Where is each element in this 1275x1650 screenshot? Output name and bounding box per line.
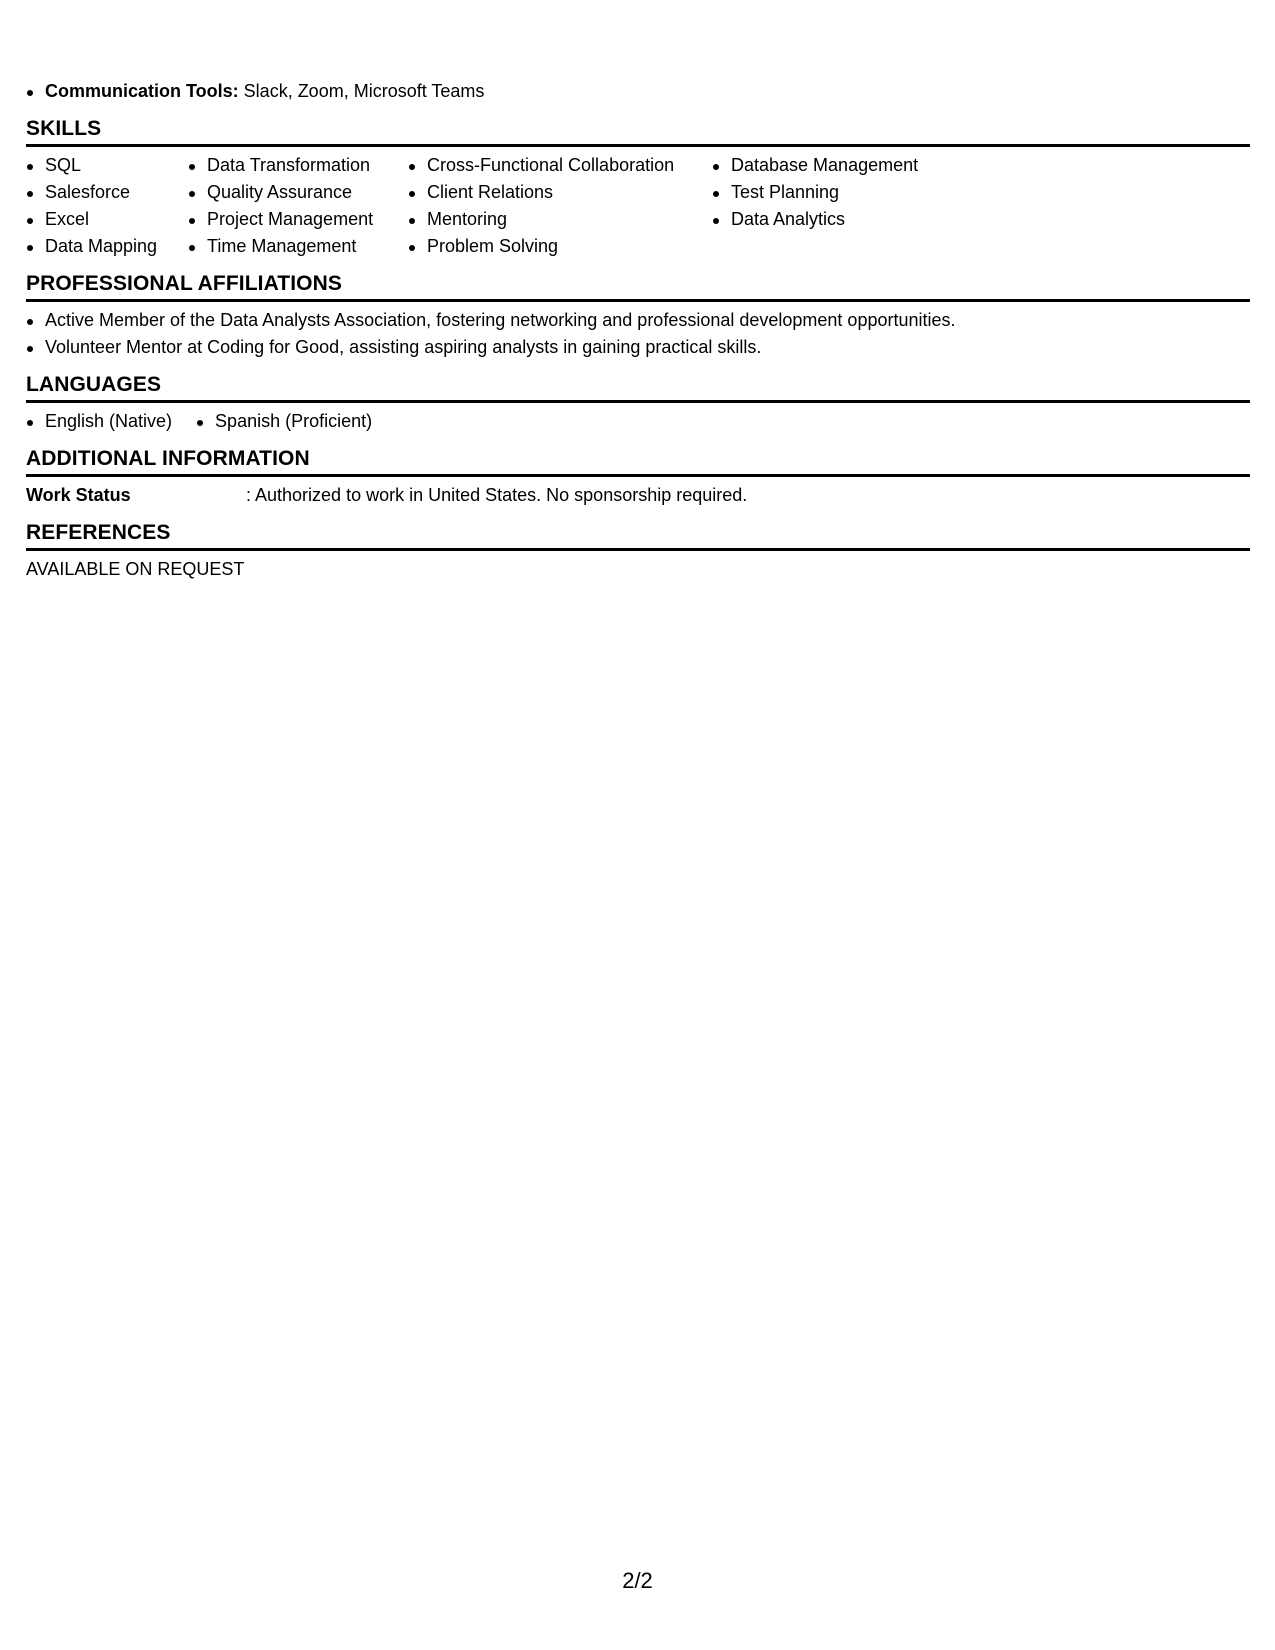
affiliation-item: Active Member of the Data Analysts Association, fostering networking and professional development opportunities. <box>26 307 1250 334</box>
communication-tools-label: Communication Tools: <box>45 81 239 101</box>
affiliations-list <box>26 302 1250 361</box>
skill-item: Client Relations <box>408 179 690 206</box>
skills-section <box>26 116 1250 260</box>
languages-list <box>26 403 1250 435</box>
affiliations-section <box>26 271 1250 361</box>
languages-heading: LANGUAGES <box>26 372 1250 403</box>
affiliation-item: Volunteer Mentor at Coding for Good, assisting aspiring analysts in gaining practical skills. <box>26 334 1250 361</box>
skill-item: Data Mapping <box>26 233 166 260</box>
language-item: Spanish (Proficient) <box>196 408 372 435</box>
communication-tools-list <box>26 78 1250 105</box>
languages-section <box>26 372 1250 435</box>
work-status-label: Work Status <box>26 485 131 505</box>
skills-column <box>408 152 690 260</box>
references-heading: REFERENCES <box>26 520 1250 551</box>
additional-information-section <box>26 446 1250 509</box>
skills-column <box>712 152 952 260</box>
skill-item: Data Analytics <box>712 206 952 233</box>
communication-tools-value: Slack, Zoom, Microsoft Teams <box>238 81 485 101</box>
skills-heading: SKILLS <box>26 116 1250 147</box>
skills-column <box>26 152 166 260</box>
skill-item: Quality Assurance <box>188 179 386 206</box>
page-number: 2/2 <box>622 1568 653 1593</box>
skills-column <box>188 152 386 260</box>
work-status-value: : Authorized to work in United States. No sponsorship required. <box>246 485 748 505</box>
work-status-row <box>26 477 1250 509</box>
resume-page <box>26 78 1250 594</box>
communication-tools-item <box>26 78 1250 105</box>
skills-columns <box>26 147 1250 260</box>
skill-item: Cross-Functional Collaboration <box>408 152 690 179</box>
references-section <box>26 520 1250 583</box>
affiliations-heading: PROFESSIONAL AFFILIATIONS <box>26 271 1250 302</box>
skill-item: SQL <box>26 152 166 179</box>
skill-item: Mentoring <box>408 206 690 233</box>
skill-item: Test Planning <box>712 179 952 206</box>
skill-item: Time Management <box>188 233 386 260</box>
skill-item: Project Management <box>188 206 386 233</box>
references-text: AVAILABLE ON REQUEST <box>26 559 245 579</box>
skill-item: Database Management <box>712 152 952 179</box>
skill-item: Data Transformation <box>188 152 386 179</box>
additional-information-heading: ADDITIONAL INFORMATION <box>26 446 1250 477</box>
skill-item: Excel <box>26 206 166 233</box>
language-item: English (Native) <box>26 408 172 435</box>
skill-item: Problem Solving <box>408 233 690 260</box>
skill-item: Salesforce <box>26 179 166 206</box>
